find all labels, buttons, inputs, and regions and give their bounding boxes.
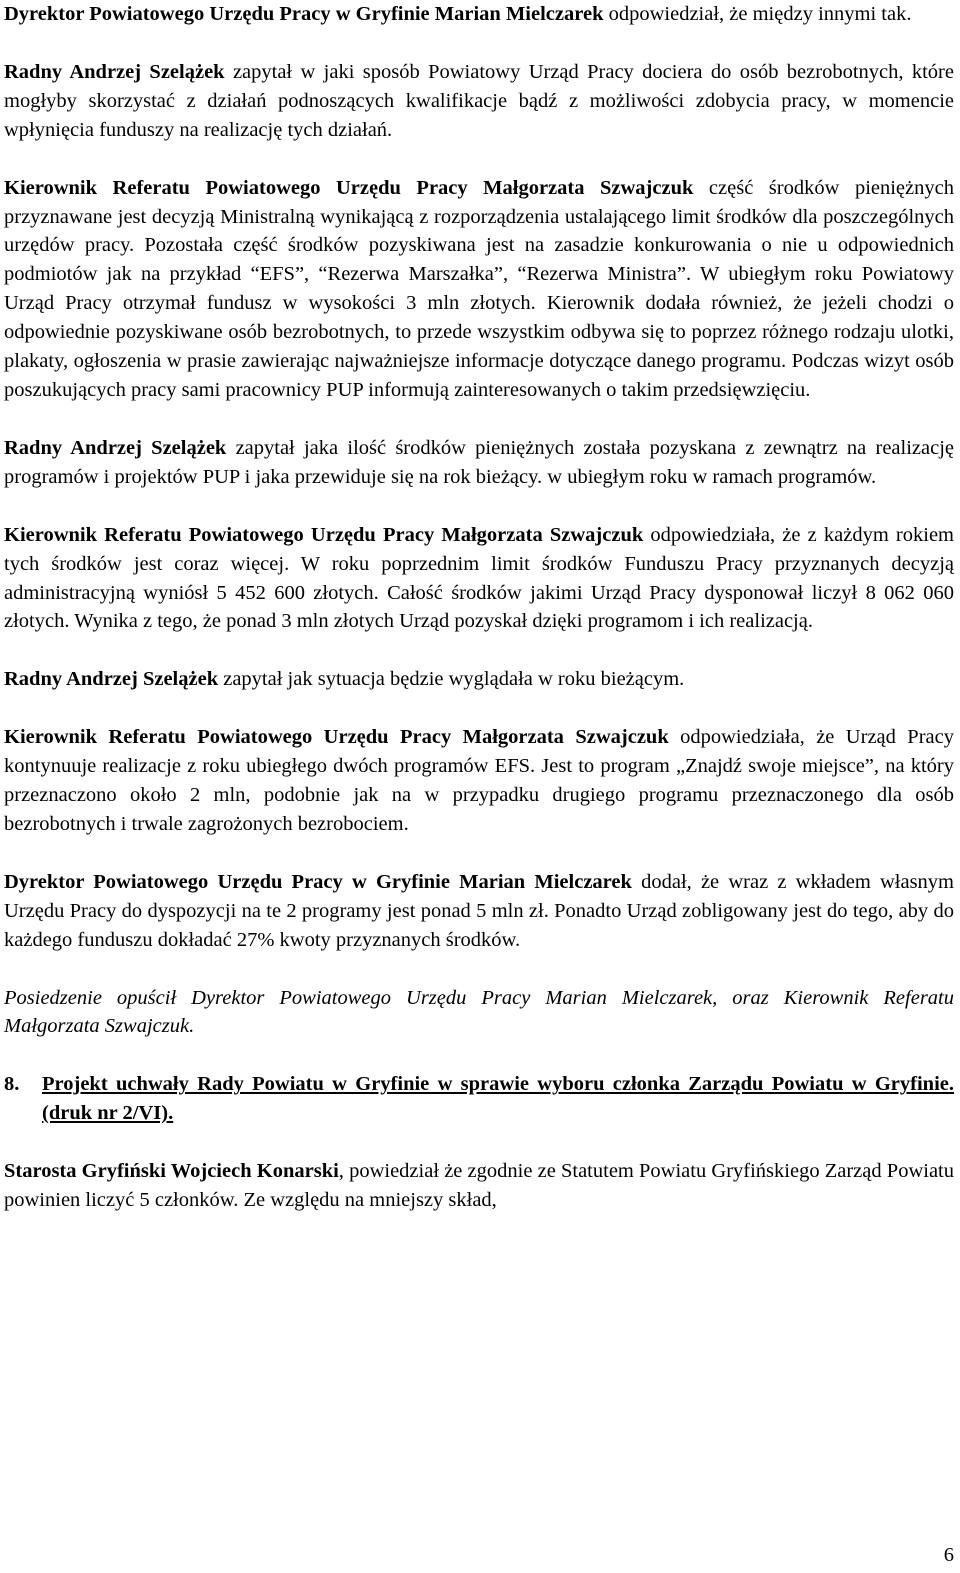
paragraph-text: odpowiedziała, że z każdym rokiem tych środków jest coraz więcej. W roku poprzednim limit środków Funduszu Pracy przyznanych decyzją administracyjną wyniósł 5 452 600 złotych. Całość środków jakimi Urząd Pracy dysponował liczył 8 062 060 złotych. Wynika z tego, że ponad 3 mln złotych Urząd pozyskał dzięki programom i ich realizacją. — [4, 523, 954, 633]
section-title: Projekt uchwały Rady Powiatu w Gryfinie w sprawie wyboru członka Zarządu Powiatu w Gryfinie. (druk nr 2/VI). — [42, 1073, 954, 1125]
speaker-name: Dyrektor Powiatowego Urzędu Pracy w Gryfinie Marian Mielczarek — [4, 870, 632, 893]
paragraph-4 — [4, 434, 954, 492]
speaker-name: Kierownik Referatu Powiatowego Urzędu Pracy Małgorzata Szwajczuk — [4, 523, 644, 546]
paragraph-text: zapytał jaka ilość środków pieniężnych została pozyskana z zewnątrz na realizację programów i projektów PUP i jaka przewiduje się na rok bieżący. w ubiegłym roku w ramach programów. — [4, 436, 954, 488]
paragraph-text: , powiedział że zgodnie ze Statutem Powiatu Gryfińskiego Zarząd Powiatu powinien liczyć 5 członków. Ze względu na mniejszy skład, — [4, 1160, 954, 1212]
paragraph-8 — [4, 868, 954, 955]
document-page — [4, 0, 954, 1215]
speaker-name: Dyrektor Powiatowego Urzędu Pracy w Gryfinie Marian Mielczarek — [4, 3, 604, 25]
session-note: Posiedzenie opuścił Dyrektor Powiatowego Urzędu Pracy Marian Mielczarek, oraz Kierownik Referatu Małgorzata Szwajczuk. — [4, 986, 954, 1038]
paragraph-text: odpowiedział, że między innymi tak. — [603, 3, 912, 25]
speaker-name: Radny Andrzej Szelążek — [4, 668, 219, 691]
section-number: 8. — [4, 1073, 20, 1096]
speaker-name: Starosta Gryfiński Wojciech Konarski — [4, 1160, 339, 1183]
paragraph-6 — [4, 665, 954, 694]
paragraph-5 — [4, 521, 954, 637]
paragraph-7 — [4, 723, 954, 839]
paragraph-text: zapytał w jaki sposób Powiatowy Urząd Pracy dociera do osób bezrobotnych, które mogłyby skorzystać z działań podnoszących kwalifikacje bądź z możliwości zdobycia pracy, w momencie wpłynięcia funduszy na realizację tych działań. — [4, 60, 954, 141]
paragraph-text: dodał, że wraz z wkładem własnym Urzędu Pracy do dyspozycji na te 2 programy jest ponad 5 mln zł. Ponadto Urząd zobligowany jest do tego, aby do każdego funduszu dokładać 27% kwoty przyznanych środków. — [4, 870, 954, 951]
section-heading — [4, 1070, 954, 1128]
speaker-name: Radny Andrzej Szelążek — [4, 436, 227, 459]
paragraph-3 — [4, 174, 954, 405]
page-number: 6 — [943, 1544, 954, 1566]
paragraph-final — [4, 1157, 954, 1215]
speaker-name: Kierownik Referatu Powiatowego Urzędu Pracy Małgorzata Szwajczuk — [4, 176, 694, 199]
speaker-name: Radny Andrzej Szelążek — [4, 60, 225, 83]
speaker-name: Kierownik Referatu Powiatowego Urzędu Pracy Małgorzata Szwajczuk — [4, 726, 669, 749]
paragraph-1 — [4, 0, 954, 29]
paragraph-2 — [4, 58, 954, 145]
paragraph-text: odpowiedziała, że Urząd Pracy kontynuuje realizacje z roku ubiegłego dwóch programów EFS. Jest to program „Znajdź swoje miejsce”, na który przeznaczono około 2 mln, podobnie jak na w przypadku drugiego programu przeznaczonego dla osób bezrobotnych i trwale zagrożonych bezrobociem. — [4, 726, 954, 835]
paragraph-text: część środków pieniężnych przyznawane jest decyzją Ministralną wynikającą z rozporządzenia ustalającego limit środków dla poszczególnych urzędów pracy. Pozostała część środków pozyskiwana jest na zasadzie konkurowania o nie u odpowiednich podmiotów jak na przykład “EFS”, “Rezerwa Marszałka”, “Rezerwa Ministra”. W ubiegłym roku Powiatowy Urząd Pracy otrzymał fundusz w wysokości 3 mln złotych. Kierownik dodała również, że jeżeli chodzi o odpowiednie pozyskiwane osób bezrobotnych, to przede wszystkim odbywa się to poprzez różnego rodzaju ulotki, plakaty, ogłoszenia w prasie zawierając najważniejsze informacje dotyczące danego programu. Podczas wizyt osób poszukujących pracy sami pracownicy PUP informują zainteresowanych o takim przedsięwzięciu. — [4, 176, 954, 401]
paragraph-text: zapytał jak sytuacja będzie wyglądała w roku bieżącym. — [218, 668, 685, 691]
